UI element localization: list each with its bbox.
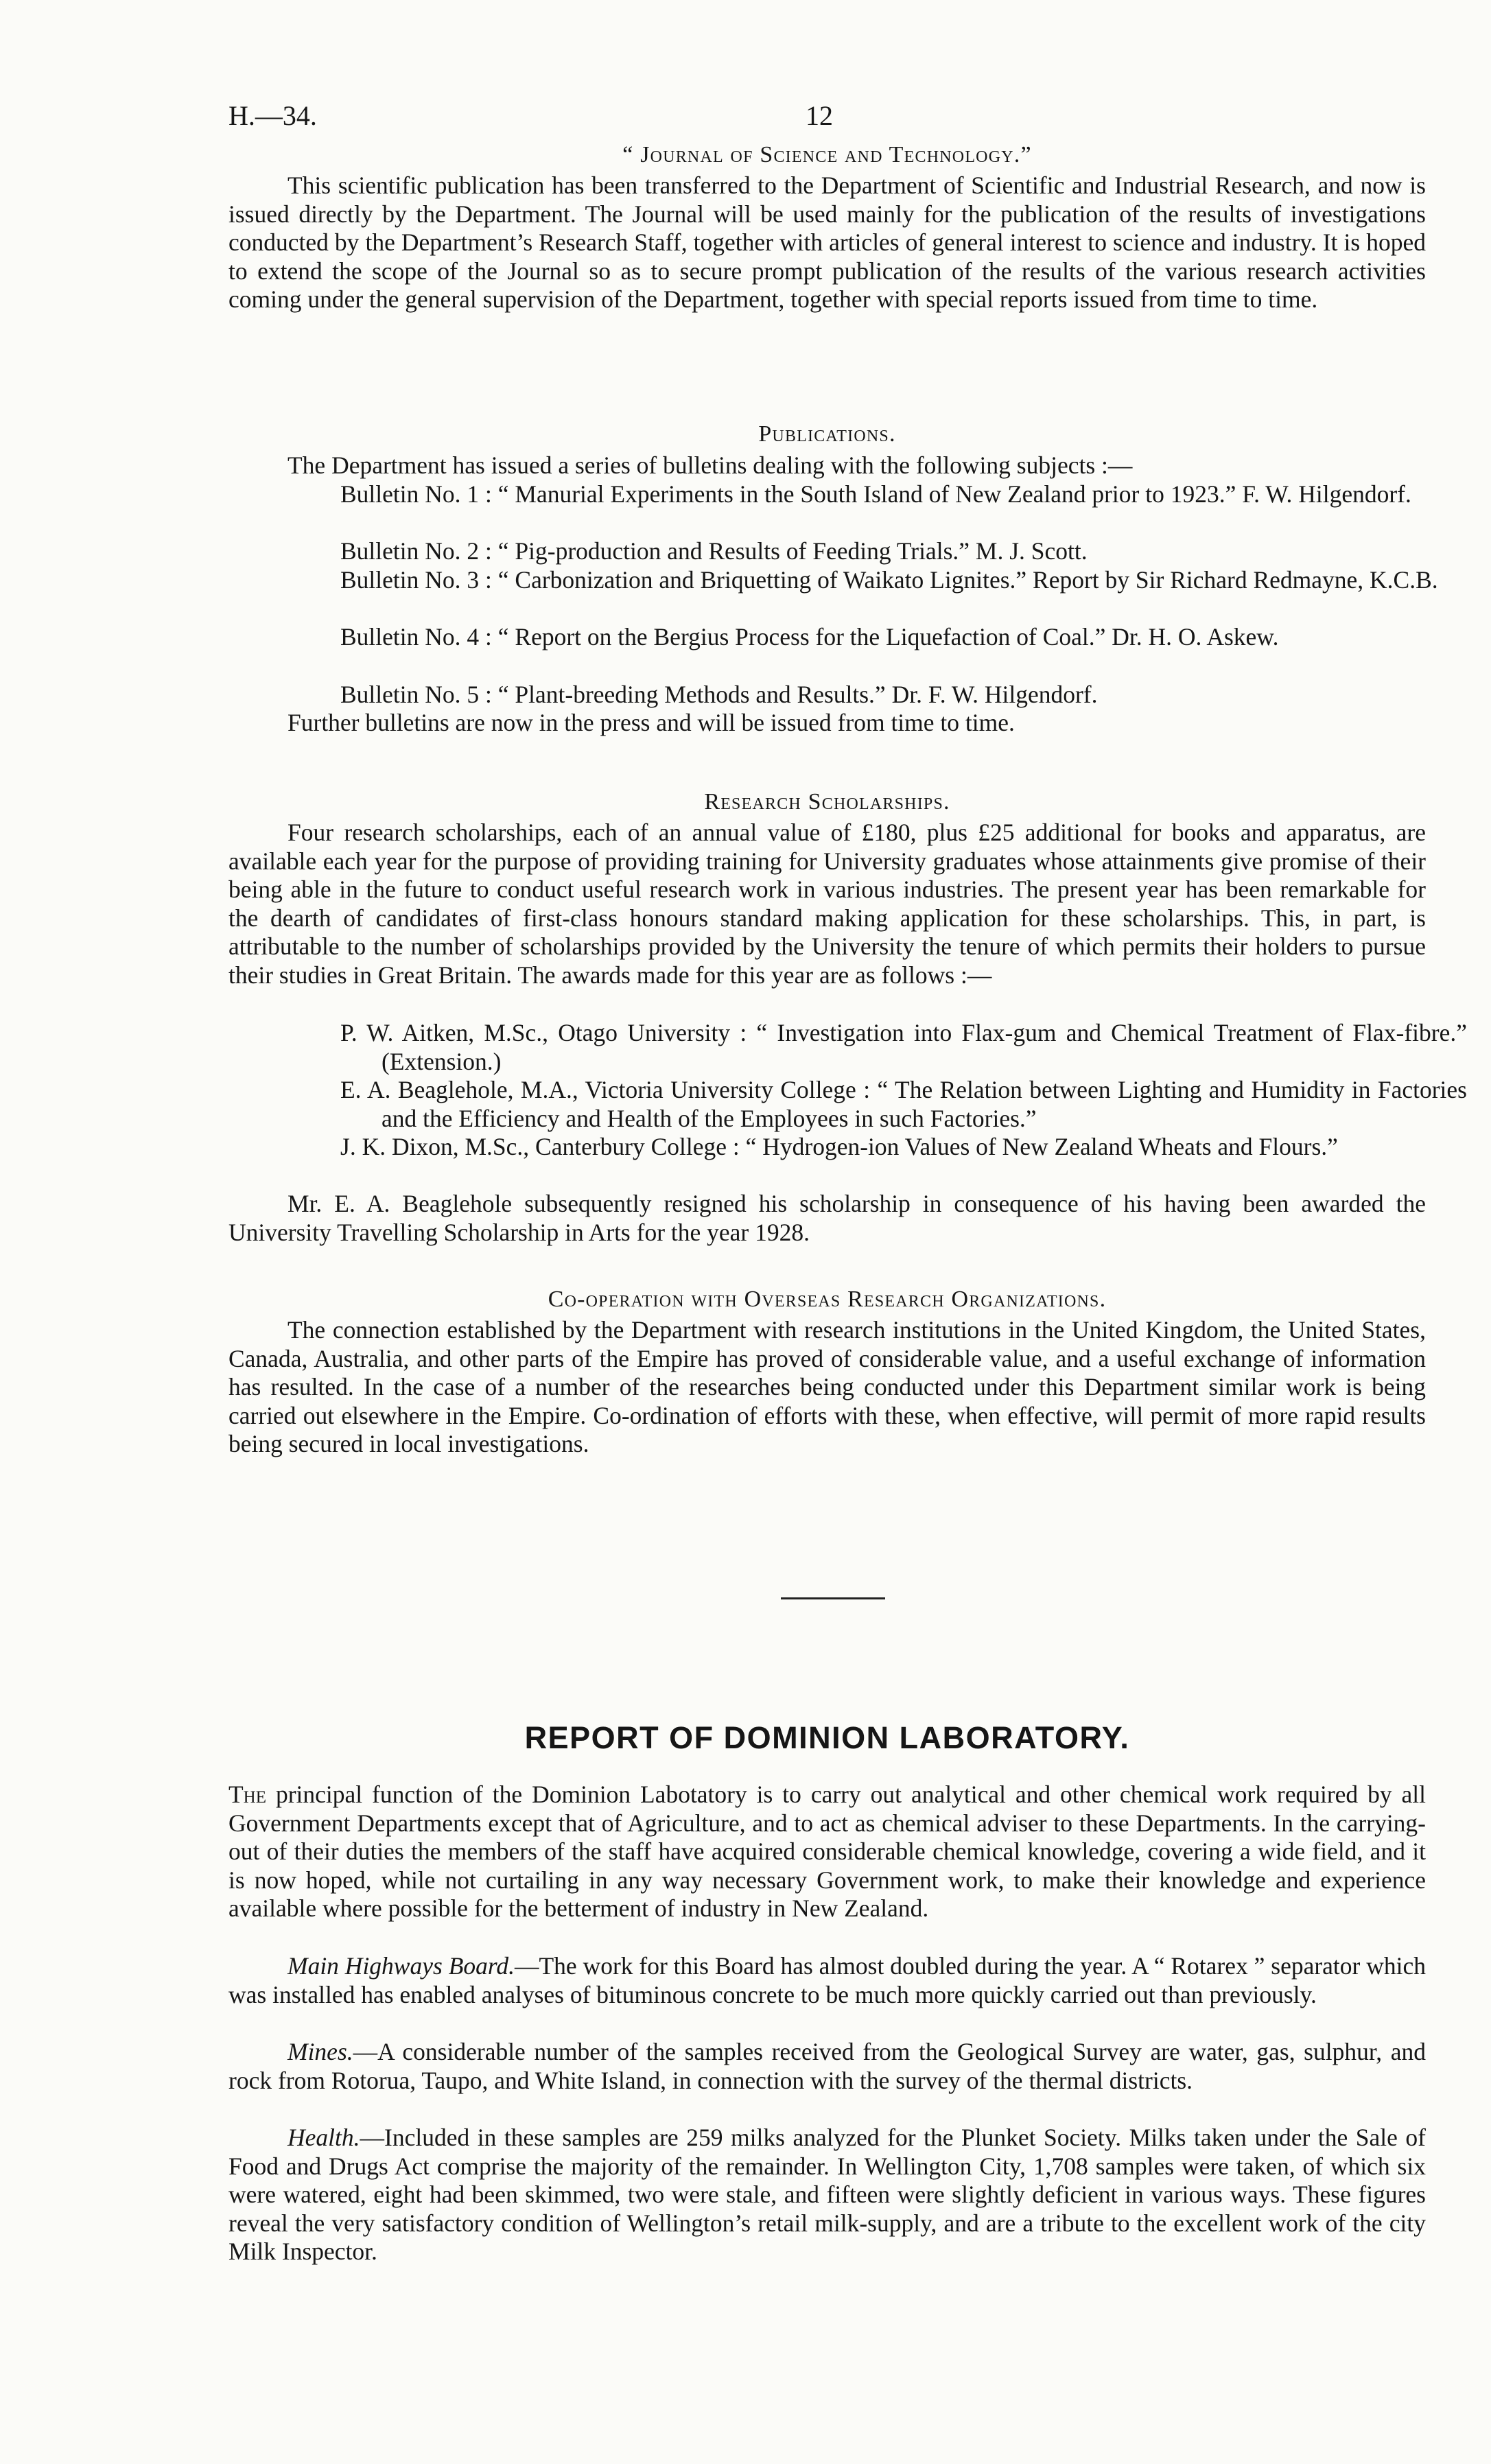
bulletin-item: Bulletin No. 3 : “ Carbonization and Briquetting of Waikato Lignites.” Report by Sir Richard Redmayne, K.C.B. (340, 566, 1438, 594)
scholarship-award: J. K. Dixon, M.Sc., Canterbury College : “ Hydrogen-ion Values of New Zealand Wheats and Flours.” (340, 1133, 1338, 1160)
health-paragraph (228, 2124, 1426, 2266)
health-heading: Health. (287, 2124, 360, 2151)
scholarships-closing: Mr. E. A. Beaglehole subsequently resigned his scholarship in consequence of his having been awarded the University Travelling Scholarship in Arts for the year 1928. (228, 1190, 1426, 1246)
bulletin-item: Bulletin No. 2 : “ Pig-production and Results of Feeding Trials.” M. J. Scott. (340, 537, 1088, 565)
laboratory-report-title: REPORT OF DOMINION LABORATORY. (524, 1720, 1130, 1755)
intro-text: principal function of the Dominion Labotatory is to carry out analytical and other chemical work required by all Government Departments except that of Agriculture, and to act as chemical adviser to these Departments. In the carrying-out of their duties the members of the staff have acquired considerable chemical knowledge, covering a wide field, and it is now hoped, while not curtailing in any way necessary Government work, to make their knowledge and experience available where possible for the betterment of industry in New Zealand. (228, 1781, 1426, 1922)
publications-intro: The Department has issued a series of bulletins dealing with the following subjects :— (287, 451, 1133, 479)
section-divider (781, 1597, 885, 1599)
bulletin-item: Bulletin No. 4 : “ Report on the Bergius Process for the Liquefaction of Coal.” Dr. H. O. Askew. (340, 623, 1279, 650)
scholarship-award: E. A. Beaglehole, M.A., Victoria University College : “ The Relation between Lighting and Humidity in Factories and the Efficiency and Health of the Employees in such Factories.” (340, 1076, 1467, 1132)
report-code: H.—34. (228, 100, 317, 131)
bulletin-item: Bulletin No. 1 : “ Manurial Experiments in the South Island of New Zealand prior to 1923.” F. W. Hilgendorf. (340, 480, 1411, 508)
laboratory-intro (228, 1781, 1426, 1923)
bulletin-item: Bulletin No. 5 : “ Plant-breeding Methods and Results.” Dr. F. W. Hilgendorf. (340, 681, 1098, 708)
page-number: 12 (806, 100, 833, 131)
journal-paragraph: This scientific publication has been transferred to the Department of Scientific and Industrial Research, and now is issued directly by the Department. The Journal will be used mainly for the publication of the results of investigations conducted by the Department’s Research Staff, together with articles of general interest to science and industry. It is hoped to extend the scope of the Journal so as to secure prompt publication of the results of the various research activities coming under the general supervision of the Department, together with special reports issued from time to time. (228, 172, 1426, 313)
cooperation-heading: Co-operation with Overseas Research Organizations. (548, 1287, 1107, 1312)
intro-lead-word: The (228, 1781, 267, 1808)
publications-closing: Further bulletins are now in the press and will be issued from time to time. (287, 709, 1015, 736)
publications-heading: Publications. (758, 421, 896, 447)
scholarship-award: P. W. Aitken, M.Sc., Otago University : “ Investigation into Flax-gum and Chemical Treatment of Flax-fibre.” (Extension.) (340, 1019, 1467, 1075)
highways-text: —The work for this Board has almost doubled during the year. A “ Rotarex ” separator which was installed has enabled analyses of bituminous concrete to be much more quickly carried out than previously. (228, 1952, 1426, 2008)
mines-text: —A considerable number of the samples received from the Geological Survey are water, gas, sulphur, and rock from Rotorua, Taupo, and White Island, in connection with the survey of the thermal districts. (228, 2038, 1426, 2094)
cooperation-paragraph: The connection established by the Department with research institutions in the United Kingdom, the United States, Canada, Australia, and other parts of the Empire has proved of considerable value, and a useful exchange of information has resulted. In the case of a number of the researches being conducted under this Department similar work is being carried out elsewhere in the Empire. Co-ordination of efforts with these, when effective, will permit of more rapid results being secured in local investigations. (228, 1316, 1426, 1457)
journal-heading: “ Journal of Science and Technology.” (622, 142, 1032, 167)
mines-heading: Mines. (287, 2038, 353, 2065)
mines-paragraph (228, 2038, 1426, 2095)
health-text: —Included in these samples are 259 milks analyzed for the Plunket Society. Milks taken under the Sale of Food and Drugs Act comprise the majority of the remainder. In Wellington City, 1,708 samples were taken, of which six were watered, eight had been skimmed, two were stale, and fifteen were slightly deficient in various ways. These figures reveal the very satisfactory condition of Wellington’s retail milk-supply, and are a tribute to the excellent work of the city Milk Inspector. (228, 2124, 1426, 2265)
highways-heading: Main Highways Board. (287, 1952, 515, 1980)
scholarships-heading: Research Scholarships. (704, 789, 950, 814)
highways-paragraph (228, 1952, 1426, 2009)
scholarships-paragraph: Four research scholarships, each of an annual value of £180, plus £25 additional for books and apparatus, are available each year for the purpose of providing training for University graduates whose attainments give promise of their being able in the future to conduct useful research work in various industries. The present year has been remarkable for the dearth of candidates of first-class honours standard making application for these scholarships. This, in part, is attributable to the number of scholarships provided by the University the tenure of which permits their holders to pursue their studies in Great Britain. The awards made for this year are as follows :— (228, 819, 1426, 989)
